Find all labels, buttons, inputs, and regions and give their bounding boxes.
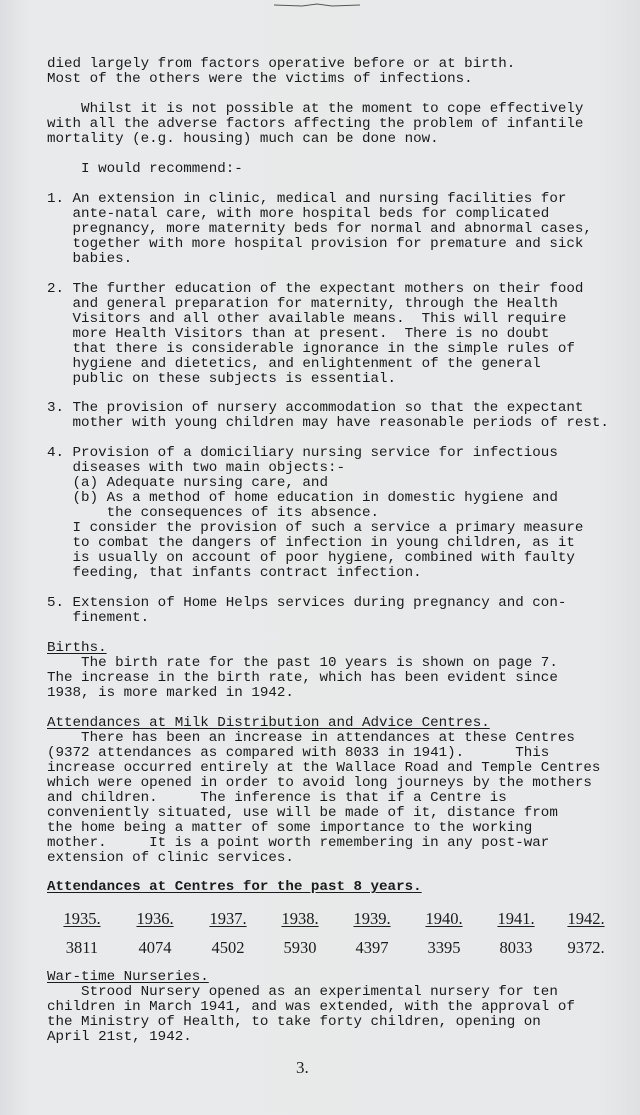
year-cell: 1939. [353, 909, 391, 928]
text-line: which were opened in order to avoid long journeys by the mothers [47, 775, 592, 791]
text-line: more Health Visitors than at present. There is no doubt [47, 326, 550, 342]
text-line: Most of the others were the victims of infections. [47, 71, 473, 87]
table-value-row [0, 938, 640, 958]
text-line: mother with young children may have reasonable periods of rest. [47, 415, 609, 431]
value-cell: 4502 [211, 938, 245, 957]
text-line: 1. An extension in clinic, medical and nursing facilities for [47, 191, 567, 207]
year-cell: 1940. [425, 909, 463, 928]
text-line: diseases with two main objects:- [47, 460, 345, 476]
text-line: ante-natal care, with more hospital beds for complicated [47, 206, 550, 222]
section-heading-centres-table: Attendances at Centres for the past 8 years. [47, 879, 422, 895]
text-line: that there is considerable ignorance in the simple rules of [47, 341, 575, 357]
text-line: mortality (e.g. housing) much can be done now. [47, 131, 439, 147]
text-line: The birth rate for the past 10 years is shown on page 7. [47, 655, 558, 671]
section-heading-births: Births. [47, 640, 107, 656]
text-line: I would recommend:- [47, 161, 243, 177]
year-cell: 1936. [136, 909, 174, 928]
text-line: and general preparation for maternity, through the Health [47, 296, 558, 312]
year-cell: 1938. [281, 909, 319, 928]
text-line: finement. [47, 610, 150, 626]
text-line: 2. The further education of the expectant mothers on their food [47, 281, 584, 297]
text-line: 1938, is more marked in 1942. [47, 685, 294, 701]
text-line: the consequences of its absence. [47, 505, 380, 521]
value-cell: 3811 [65, 938, 99, 957]
top-scan-mark [272, 2, 362, 8]
text-line: with all the adverse factors affecting the problem of infantile [47, 116, 584, 132]
text-line: (9372 attendances as compared with 8033 in 1941). This [47, 745, 550, 761]
text-line: and children. The inference is that if a Centre is [47, 790, 507, 806]
text-line: (b) As a method of home education in domestic hygiene and [47, 490, 558, 506]
text-line: together with more hospital provision for premature and sick [47, 236, 584, 252]
text-line: died largely from factors operative before or at birth. [47, 56, 516, 72]
text-line: babies. [47, 251, 133, 267]
page-number: 3. [296, 1058, 309, 1077]
text-line: I consider the provision of such a service a primary measure [47, 520, 584, 536]
text-line: April 21st, 1942. [47, 1029, 192, 1045]
value-cell: 4074 [138, 938, 172, 957]
text-line: extension of clinic services. [47, 850, 294, 866]
value-cell: 4397 [355, 938, 389, 957]
text-line: The increase in the birth rate, which has been evident since [47, 670, 558, 686]
text-line: feeding, that infants contract infection. [47, 565, 422, 581]
text-line: the Ministry of Health, to take forty children, opening on [47, 1014, 541, 1030]
value-cell: 3395 [427, 938, 461, 957]
value-cell: 5930 [283, 938, 317, 957]
text-line: pregnancy, more maternity beds for normal and abnormal cases, [47, 221, 592, 237]
text-line: public on these subjects is essential. [47, 371, 397, 387]
text-line: mother. It is a point worth remembering in any post-war [47, 835, 550, 851]
text-line: 5. Extension of Home Helps services during pregnancy and con- [47, 595, 567, 611]
text-line: children in March 1941, and was extended, with the approval of [47, 999, 575, 1015]
text-line: Visitors and all other available means. This will require [47, 311, 567, 327]
text-line: 3. The provision of nursery accommodation so that the expectant [47, 400, 584, 416]
text-line: to combat the dangers of infection in young children, as it [47, 535, 575, 551]
text-line: 4. Provision of a domiciliary nursing service for infectious [47, 445, 558, 461]
text-line: Strood Nursery opened as an experimental nursery for ten [47, 984, 558, 1000]
text-line: increase occurred entirely at the Wallace Road and Temple Centres [47, 760, 601, 776]
year-cell: 1937. [209, 909, 247, 928]
value-cell: 9372. [567, 938, 605, 957]
year-cell: 1942. [567, 909, 605, 928]
text-line: There has been an increase in attendances at these Centres [47, 730, 575, 746]
table-header-row [0, 909, 640, 929]
section-heading-attendances: Attendances at Milk Distribution and Advice Centres. [47, 715, 490, 731]
text-line: (a) Adequate nursing care, and [47, 475, 328, 491]
year-cell: 1941. [497, 909, 535, 928]
text-line: the home being a matter of some importance to the working [47, 820, 533, 836]
text-line: Whilst it is not possible at the moment to cope effectively [47, 101, 584, 117]
text-line: hygiene and dietetics, and enlightenment of the general [47, 356, 541, 372]
text-line: conveniently situated, use will be made of it, distance from [47, 805, 558, 821]
section-heading-nurseries: War-time Nurseries. [47, 969, 209, 985]
year-cell: 1935. [63, 909, 101, 928]
value-cell: 8033 [499, 938, 533, 957]
text-line: is usually on account of poor hygiene, combined with faulty [47, 550, 575, 566]
